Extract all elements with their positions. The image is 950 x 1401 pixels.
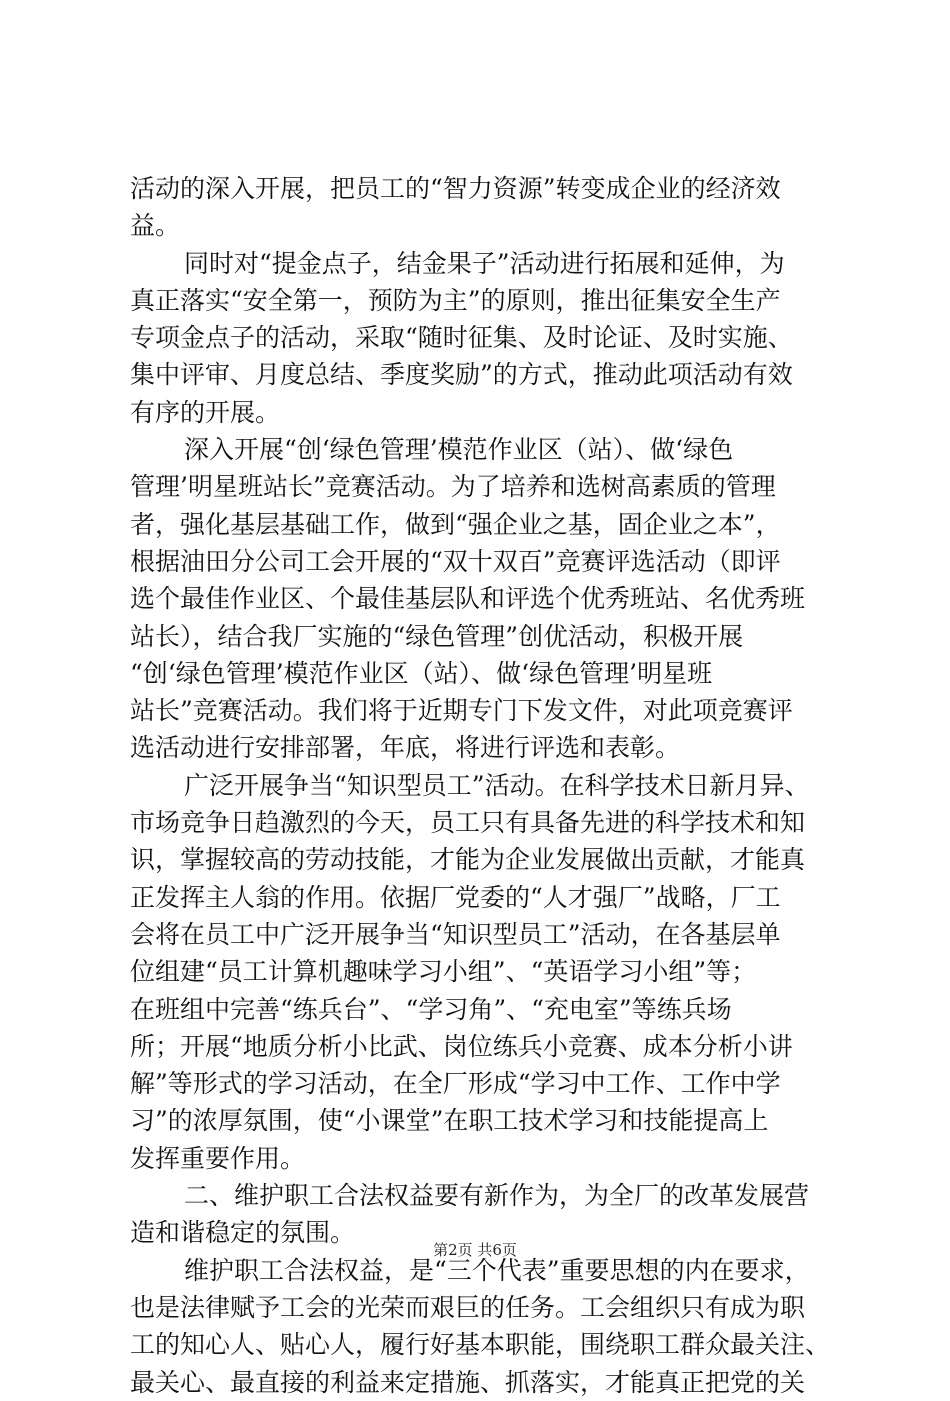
text-line: 识，掌握较高的劳动技能，才能为企业发展做出贡献，才能真 <box>130 845 806 875</box>
text-line: 有序的开展。 <box>130 397 281 427</box>
text-line: 最关心、最直接的利益来定措施、抓落实，才能真正把党的关 <box>130 1367 806 1397</box>
text-line: 市场竞争日趋激烈的今天，员工只有具备先进的科学技术和知 <box>130 808 806 838</box>
text-line: 发挥重要作用。 <box>130 1143 306 1173</box>
text-line: 站长），结合我厂实施的“绿色管理”创优活动，积极开展 <box>130 621 744 651</box>
text-line: 者，强化基层基础工作，做到“强企业之基，固企业之本”， <box>130 509 781 539</box>
text-line: 位组建“员工计算机趣味学习小组”、“英语学习小组”等； <box>130 957 757 987</box>
text-line: 集中评审、月度总结、季度奖励”的方式，推动此项活动有效 <box>130 360 793 390</box>
text-line: 解”等形式的学习活动，在全厂形成“学习中工作、工作中学 <box>130 1069 781 1099</box>
text-line: 工的知心人、贴心人，履行好基本职能，围绕职工群众最关注、 <box>130 1330 830 1360</box>
text-line: 益。 <box>130 211 181 241</box>
text-line: 根据油田分公司工会开展的“双十双百”竞赛评选活动（即评 <box>130 546 781 576</box>
text-line: 真正落实“安全第一，预防为主”的原则，推出征集安全生产 <box>130 285 781 315</box>
text-line: 专项金点子的活动，采取“随时征集、及时论证、及时实施、 <box>130 323 793 353</box>
paragraph-start-line: 深入开展“创‘绿色管理’模范作业区（站）、做‘绿色 <box>184 435 734 465</box>
text-line: “创‘绿色管理’模范作业区（站）、做‘绿色管理’明星班 <box>130 658 713 688</box>
text-line: 所；开展“地质分析小比武、岗位练兵小竞赛、成本分析小讲 <box>130 1031 793 1061</box>
text-line: 站长”竞赛活动。我们将于近期专门下发文件，对此项竞赛评 <box>130 696 793 726</box>
text-line: 选活动进行安排部署，年底，将进行评选和表彰。 <box>130 733 681 763</box>
paragraph-start-line: 广泛开展争当“知识型员工”活动。在科学技术日新月异、 <box>184 770 810 800</box>
text-line: 管理’明星班站长”竞赛活动。为了培养和选树高素质的管理 <box>130 472 776 502</box>
text-line: 也是法律赋予工会的光荣而艰巨的任务。工会组织只有成为职 <box>130 1292 806 1322</box>
section-heading-line: 二、维护职工合法权益要有新作为，为全厂的改革发展营 <box>184 1181 810 1211</box>
text-line: 正发挥主人翁的作用。依据厂党委的“人才强厂”战略，厂工 <box>130 882 781 912</box>
text-line: 会将在员工中广泛开展争当“知识型员工”活动，在各基层单 <box>130 919 781 949</box>
text-line: 活动的深入开展，把员工的“智力资源”转变成企业的经济效 <box>130 174 781 203</box>
paragraph-start-line: 维护职工合法权益，是“三个代表”重要思想的内在要求， <box>184 1255 810 1285</box>
document-body <box>130 170 830 1401</box>
page-number-footer: 第2页 共6页 <box>433 1241 517 1259</box>
text-line: 习”的浓厚氛围，使“小课堂”在职工技术学习和技能提高上 <box>130 1106 769 1136</box>
paragraph-start-line: 同时对“提金点子，结金果子”活动进行拓展和延伸，为 <box>184 248 785 278</box>
text-line: 在班组中完善“练兵台”、“学习角”、“充电室”等练兵场 <box>130 994 732 1024</box>
text-line: 选个最佳作业区、个最佳基层队和评选个优秀班站、名优秀班 <box>130 584 806 614</box>
text-line: 造和谐稳定的氛围。 <box>130 1218 356 1248</box>
